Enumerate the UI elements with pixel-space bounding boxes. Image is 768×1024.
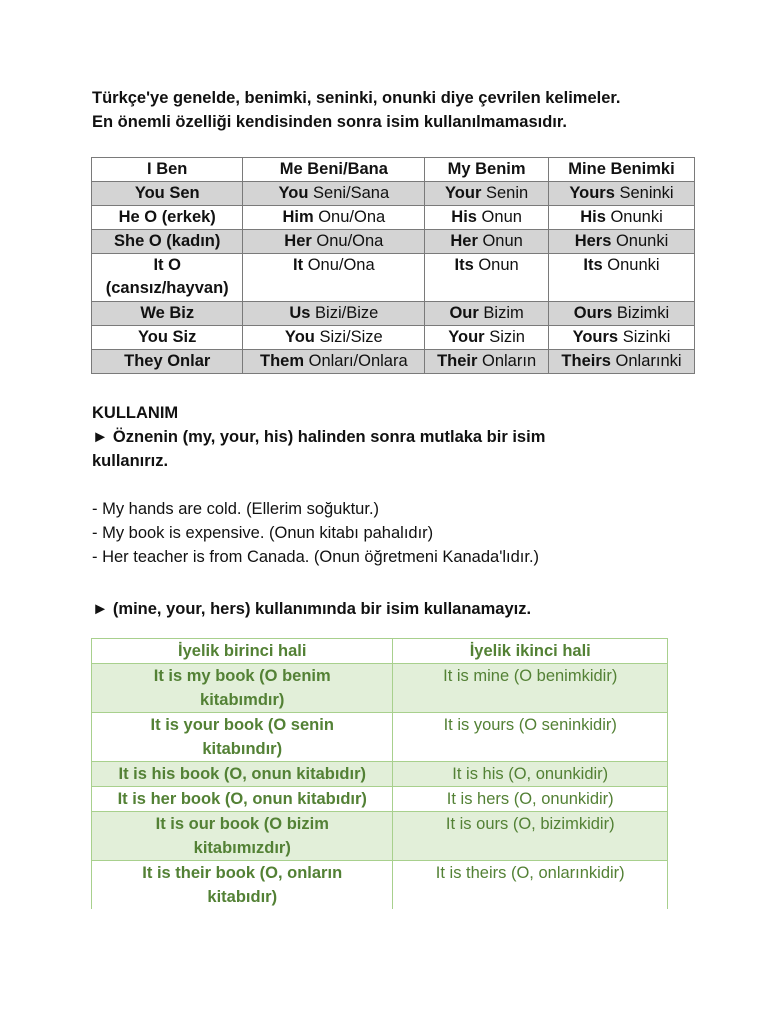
example-line: - My hands are cold. (Ellerim soğuktur.) xyxy=(92,500,380,518)
possessive-table xyxy=(91,638,668,909)
object-cell: You Seni/Sana xyxy=(243,182,425,206)
second-form-cell: It is his (O, onunkidir) xyxy=(393,762,668,787)
table-row xyxy=(92,713,668,762)
first-form-cell: It is our book (O bizim kitabımızdır) xyxy=(92,812,393,861)
pronoun-cell: His Onunki xyxy=(548,206,694,230)
pronoun-cell: Yours Sizinki xyxy=(548,326,694,350)
table-row xyxy=(92,861,668,910)
example-line: - My book is expensive. (Onun kitabı pahalıdır) xyxy=(92,524,434,542)
subject-cell: He O (erkek) xyxy=(92,206,243,230)
second-form-cell: It is theirs (O, onlarınkidir) xyxy=(393,861,668,910)
adjective-cell: Your Senin xyxy=(425,182,549,206)
first-form-cell: It is her book (O, onun kitabıdır) xyxy=(92,787,393,812)
subject-cell: You Siz xyxy=(92,326,243,350)
pronoun-cell: Hers Onunki xyxy=(548,230,694,254)
table-row xyxy=(92,350,695,374)
pronoun-cell: Its Onunki xyxy=(548,254,694,302)
second-form-cell: It is mine (O benimkidir) xyxy=(393,664,668,713)
usage-section xyxy=(92,401,545,621)
table-row xyxy=(92,230,695,254)
table-row xyxy=(92,302,695,326)
header-cell: Me Beni/Bana xyxy=(243,158,425,182)
example-line: - Her teacher is from Canada. (Onun öğretmeni Kanada'lıdır.) xyxy=(92,548,540,566)
second-form-cell: It is ours (O, bizimkidir) xyxy=(393,812,668,861)
object-cell: You Sizi/Size xyxy=(243,326,425,350)
pronoun-table-header xyxy=(92,158,695,182)
rule-1-line-1: ► Öznenin (my, your, his) halinden sonra mutlaka bir isim xyxy=(92,428,546,446)
header-cell: My Benim xyxy=(425,158,549,182)
subject-cell: You Sen xyxy=(92,182,243,206)
pronoun-cell: Yours Seninki xyxy=(548,182,694,206)
table-row xyxy=(92,326,695,350)
subject-cell: We Biz xyxy=(92,302,243,326)
object-cell: Us Bizi/Bize xyxy=(243,302,425,326)
rule-2: ► (mine, your, hers) kullanımında bir isim kullanamayız. xyxy=(92,600,532,618)
first-form-cell: It is my book (O benim kitabımdır) xyxy=(92,664,393,713)
object-cell: It Onu/Ona xyxy=(243,254,425,302)
object-cell: Him Onu/Ona xyxy=(243,206,425,230)
table-row xyxy=(92,762,668,787)
object-cell: Her Onu/Ona xyxy=(243,230,425,254)
pronoun-table xyxy=(91,157,695,374)
second-form-cell: It is hers (O, onunkidir) xyxy=(393,787,668,812)
header-cell: İyelik birinci hali xyxy=(92,639,393,664)
adjective-cell: Your Sizin xyxy=(425,326,549,350)
table-row xyxy=(92,664,668,713)
usage-heading: KULLANIM xyxy=(92,404,179,422)
possessive-table-header xyxy=(92,639,668,664)
header-cell: I Ben xyxy=(92,158,243,182)
object-cell: Them Onları/Onlara xyxy=(243,350,425,374)
subject-cell: They Onlar xyxy=(92,350,243,374)
pronoun-cell: Theirs Onlarınki xyxy=(548,350,694,374)
first-form-cell: It is his book (O, onun kitabıdır) xyxy=(92,762,393,787)
table-row xyxy=(92,787,668,812)
header-cell: Mine Benimki xyxy=(548,158,694,182)
adjective-cell: Her Onun xyxy=(425,230,549,254)
adjective-cell: Their Onların xyxy=(425,350,549,374)
header-cell: İyelik ikinci hali xyxy=(393,639,668,664)
second-form-cell: It is yours (O seninkidir) xyxy=(393,713,668,762)
table-row xyxy=(92,182,695,206)
subject-cell: It O (cansız/hayvan) xyxy=(92,254,243,302)
table-row xyxy=(92,206,695,230)
adjective-cell: Our Bizim xyxy=(425,302,549,326)
adjective-cell: Its Onun xyxy=(425,254,549,302)
first-form-cell: It is your book (O senin kitabındır) xyxy=(92,713,393,762)
intro-line-1: Türkçe'ye genelde, benimki, seninki, onunki diye çevrilen kelimeler. xyxy=(92,89,621,107)
intro-text xyxy=(92,86,620,134)
adjective-cell: His Onun xyxy=(425,206,549,230)
subject-cell: She O (kadın) xyxy=(92,230,243,254)
intro-line-2: En önemli özelliği kendisinden sonra isim kullanılmamasıdır. xyxy=(92,113,567,131)
table-row xyxy=(92,812,668,861)
rule-1-line-2: kullanırız. xyxy=(92,452,169,470)
pronoun-cell: Ours Bizimki xyxy=(548,302,694,326)
table-row xyxy=(92,254,695,302)
first-form-cell: It is their book (O, onların kitabıdır) xyxy=(92,861,393,910)
